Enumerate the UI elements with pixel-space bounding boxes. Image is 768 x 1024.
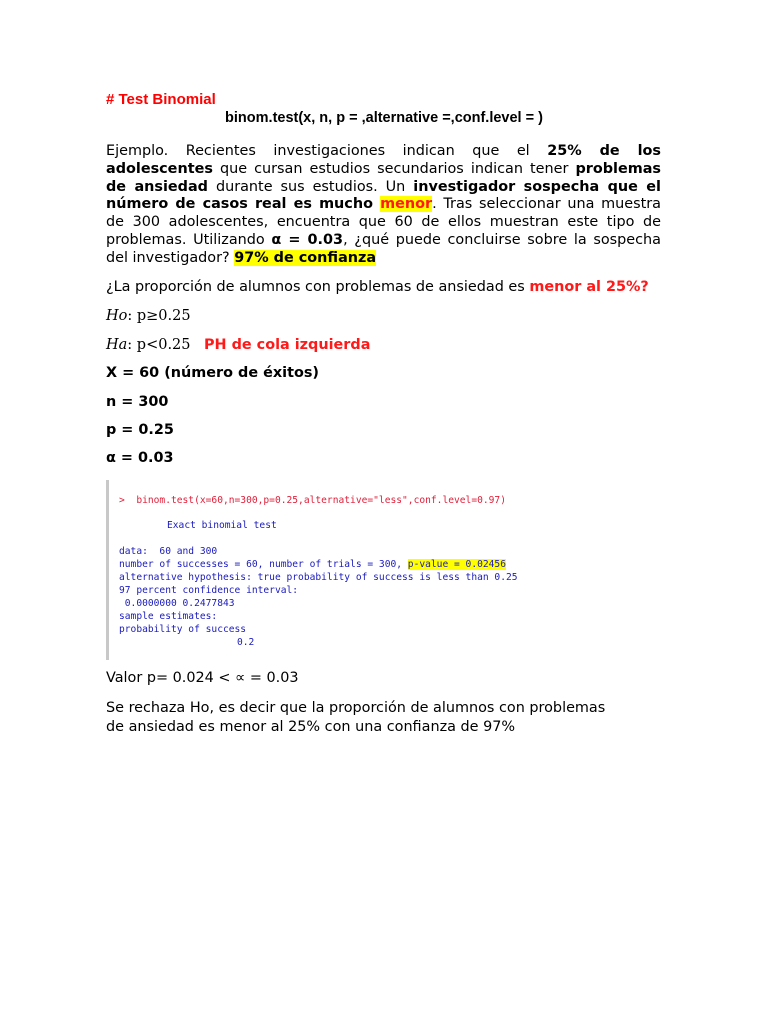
example-paragraph xyxy=(106,143,661,268)
r-estimates-label: sample estimates: xyxy=(119,611,218,622)
highlight-menor: menor xyxy=(380,196,433,213)
r-command: > binom.test(x=60,n=300,p=0.25,alternative="less",conf.level=0.97) xyxy=(119,495,506,506)
example-text-1: Ejemplo. Recientes investigaciones indican que el xyxy=(106,143,548,159)
question-highlight: menor al 25%? xyxy=(529,279,649,295)
example-text-5: , ¿qué puede concluirse sobre la sospecha del investigador? xyxy=(106,231,661,266)
r-estimate-name: probability of success xyxy=(119,624,247,635)
p-value-comparison: Valor p= 0.024 < ∝ = 0.03 xyxy=(106,670,299,686)
example-bold-1: 25% de los adolescentes xyxy=(106,143,661,177)
r-ci-label: 97 percent confidence interval: xyxy=(119,585,299,596)
param-alpha: α = 0.03 xyxy=(106,450,174,466)
param-p: p = 0.25 xyxy=(106,422,174,438)
ha-label: Ha xyxy=(106,337,128,353)
r-alternative: alternative hypothesis: true probability of success is less than 0.25 xyxy=(119,572,518,583)
highlight-confidence: 97% de confianza xyxy=(234,249,377,266)
param-x: X = 60 (número de éxitos) xyxy=(106,365,319,381)
function-syntax: binom.test(x, n, p = ,alternative =,conf.level = ) xyxy=(225,110,543,126)
null-hypothesis xyxy=(106,308,191,324)
conclusion-text: Se rechaza Ho, es decir que la proporción de alumnos con problemas de ansiedad es menor al 25% con una confianza de 97% xyxy=(106,700,606,735)
example-text-4: . Tras seleccionar una muestra de 300 adolescentes, encuentra que 60 de ellos muestran este tipo de problemas. Utilizando xyxy=(106,196,661,248)
ha-relation: : p<0.25 xyxy=(127,337,191,353)
section-title: # Test Binomial xyxy=(106,91,216,108)
example-alpha: α = 0.03 xyxy=(271,231,344,248)
r-estimate-value: 0.2 xyxy=(237,637,255,648)
r-pvalue: p-value = 0.02456 xyxy=(407,559,506,570)
r-ci-values: 0.0000000 0.2477843 xyxy=(119,598,235,609)
r-data-line: data: 60 and 300 xyxy=(119,546,218,557)
example-text-3: durante sus estudios. Un xyxy=(207,178,414,195)
r-console-output xyxy=(106,480,559,660)
tail-note: PH de cola izquierda xyxy=(204,337,371,353)
alt-hypothesis xyxy=(106,337,191,353)
example-bold-2: problemas de ansiedad xyxy=(106,160,661,195)
h0-label: Ho xyxy=(106,308,128,324)
r-successes-line xyxy=(119,559,506,570)
example-text-2: que cursan estudios secundarios indican tener xyxy=(212,160,576,177)
question-text: ¿La proporción de alumnos con problemas de ansiedad es xyxy=(106,279,530,295)
research-question xyxy=(106,279,649,295)
example-bold-3: investigador sospecha que el número de casos real es mucho xyxy=(106,178,661,213)
r-successes: number of successes = 60, number of trials = 300, xyxy=(119,559,408,570)
h0-relation: : p≥0.25 xyxy=(127,308,191,324)
r-test-name: Exact binomial test xyxy=(167,520,277,531)
param-n: n = 300 xyxy=(106,394,169,410)
